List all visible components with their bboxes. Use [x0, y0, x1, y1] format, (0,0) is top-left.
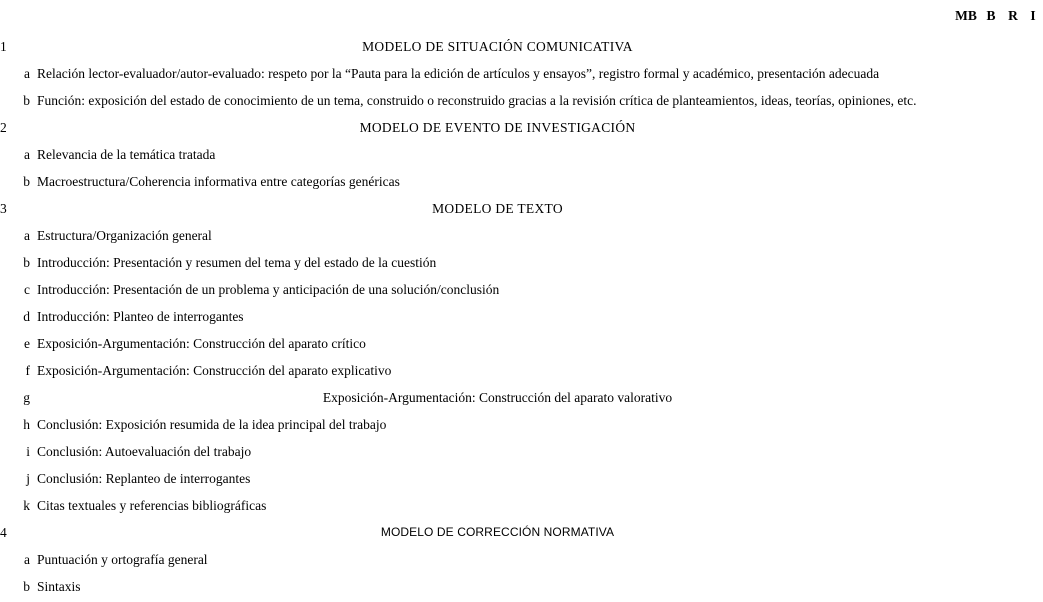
criterion-text: Estructura/Organización general	[37, 228, 212, 243]
criterion-text: Puntuación y ortografía general	[37, 552, 208, 567]
rubric-criterion-row	[0, 438, 995, 465]
criterion-letter: f	[25, 363, 30, 378]
criterion-text: Conclusión: Autoevaluación del trabajo	[37, 444, 252, 459]
section-number: 2	[0, 120, 7, 135]
rubric-criterion-row	[0, 303, 995, 330]
rubric-section-row	[0, 195, 995, 222]
criterion-letter: j	[26, 471, 30, 486]
criterion-text: Introducción: Presentación y resumen del tema y del estado de la cuestión	[37, 255, 437, 270]
rubric-criterion-row	[0, 222, 995, 249]
criterion-text: Función: exposición del estado de conocimiento de un tema, construido o reconstruido gracias a la revisión crítica de planteamientos, ideas, teorías, opiniones, etc.	[37, 93, 917, 108]
criterion-letter: b	[23, 93, 30, 108]
criterion-text: Relevancia de la temática tratada	[37, 147, 216, 162]
criterion-letter: a	[24, 66, 30, 81]
rating-column-header-mb: MB	[955, 8, 977, 23]
section-number: 4	[0, 525, 7, 540]
criterion-letter: k	[23, 498, 30, 513]
rubric-criterion-row	[0, 384, 995, 411]
criterion-text: Macroestructura/Coherencia informativa entre categorías genéricas	[37, 174, 400, 189]
rubric-criterion-row	[0, 492, 995, 519]
criterion-letter: e	[24, 336, 30, 351]
criterion-text: Conclusión: Exposición resumida de la idea principal del trabajo	[37, 417, 387, 432]
criterion-text: Sintaxis	[37, 579, 81, 594]
section-title: MODELO DE EVENTO DE INVESTIGACIÓN	[359, 120, 636, 135]
rubric-section-row	[0, 519, 995, 546]
criterion-letter: b	[23, 255, 30, 270]
section-title: MODELO DE SITUACIÓN COMUNICATIVA	[362, 39, 633, 54]
rubric-criterion-row	[0, 573, 995, 600]
criterion-letter: c	[24, 282, 30, 297]
criterion-text: Citas textuales y referencias bibliográficas	[37, 498, 267, 513]
rubric-row-list	[0, 33, 1043, 600]
criterion-letter: b	[23, 174, 30, 189]
rubric-criterion-row	[0, 465, 995, 492]
criterion-letter: a	[24, 552, 30, 567]
rubric-criterion-row	[0, 168, 995, 195]
rating-column-header-i: I	[1030, 8, 1036, 23]
criterion-letter: b	[23, 579, 30, 594]
rubric-criterion-row	[0, 276, 995, 303]
criterion-text: Conclusión: Replanteo de interrogantes	[37, 471, 251, 486]
criterion-text: Exposición-Argumentación: Construcción del aparato explicativo	[37, 363, 392, 378]
rubric-criterion-row	[0, 249, 995, 276]
rubric-criterion-row	[0, 141, 995, 168]
criterion-text: Introducción: Presentación de un problema y anticipación de una solución/conclusión	[37, 282, 500, 297]
rating-column-header-r: R	[1008, 8, 1018, 23]
section-title: MODELO DE CORRECCIÓN NORMATIVA	[380, 525, 615, 539]
rubric-section-row	[0, 114, 995, 141]
rubric-criterion-row	[0, 87, 995, 114]
criterion-text: Exposición-Argumentación: Construcción del aparato valorativo	[322, 390, 673, 405]
criterion-letter: a	[24, 228, 30, 243]
rubric-criterion-row	[0, 330, 995, 357]
section-number: 3	[0, 201, 7, 216]
rating-scale-header	[955, 8, 1037, 24]
rubric-criterion-row	[0, 357, 995, 384]
criterion-text: Exposición-Argumentación: Construcción del aparato crítico	[37, 336, 366, 351]
rubric-criterion-row	[0, 60, 995, 87]
criterion-letter: i	[26, 444, 30, 459]
criterion-letter: a	[24, 147, 30, 162]
rating-column-header-b: B	[986, 8, 996, 23]
criterion-text: Relación lector-evaluador/autor-evaluado: respeto por la “Pauta para la edición de artículos y ensayos”, registro formal y académico, presentación adecuada	[37, 66, 880, 81]
criterion-text: Introducción: Planteo de interrogantes	[37, 309, 244, 324]
criterion-letter: h	[23, 417, 30, 432]
rubric-criterion-row	[0, 411, 995, 438]
section-number: 1	[0, 39, 7, 54]
criterion-letter: g	[23, 390, 30, 405]
rubric-section-row	[0, 33, 995, 60]
section-title: MODELO DE TEXTO	[432, 201, 563, 216]
criterion-letter: d	[23, 309, 30, 324]
rubric-criterion-row	[0, 546, 995, 573]
